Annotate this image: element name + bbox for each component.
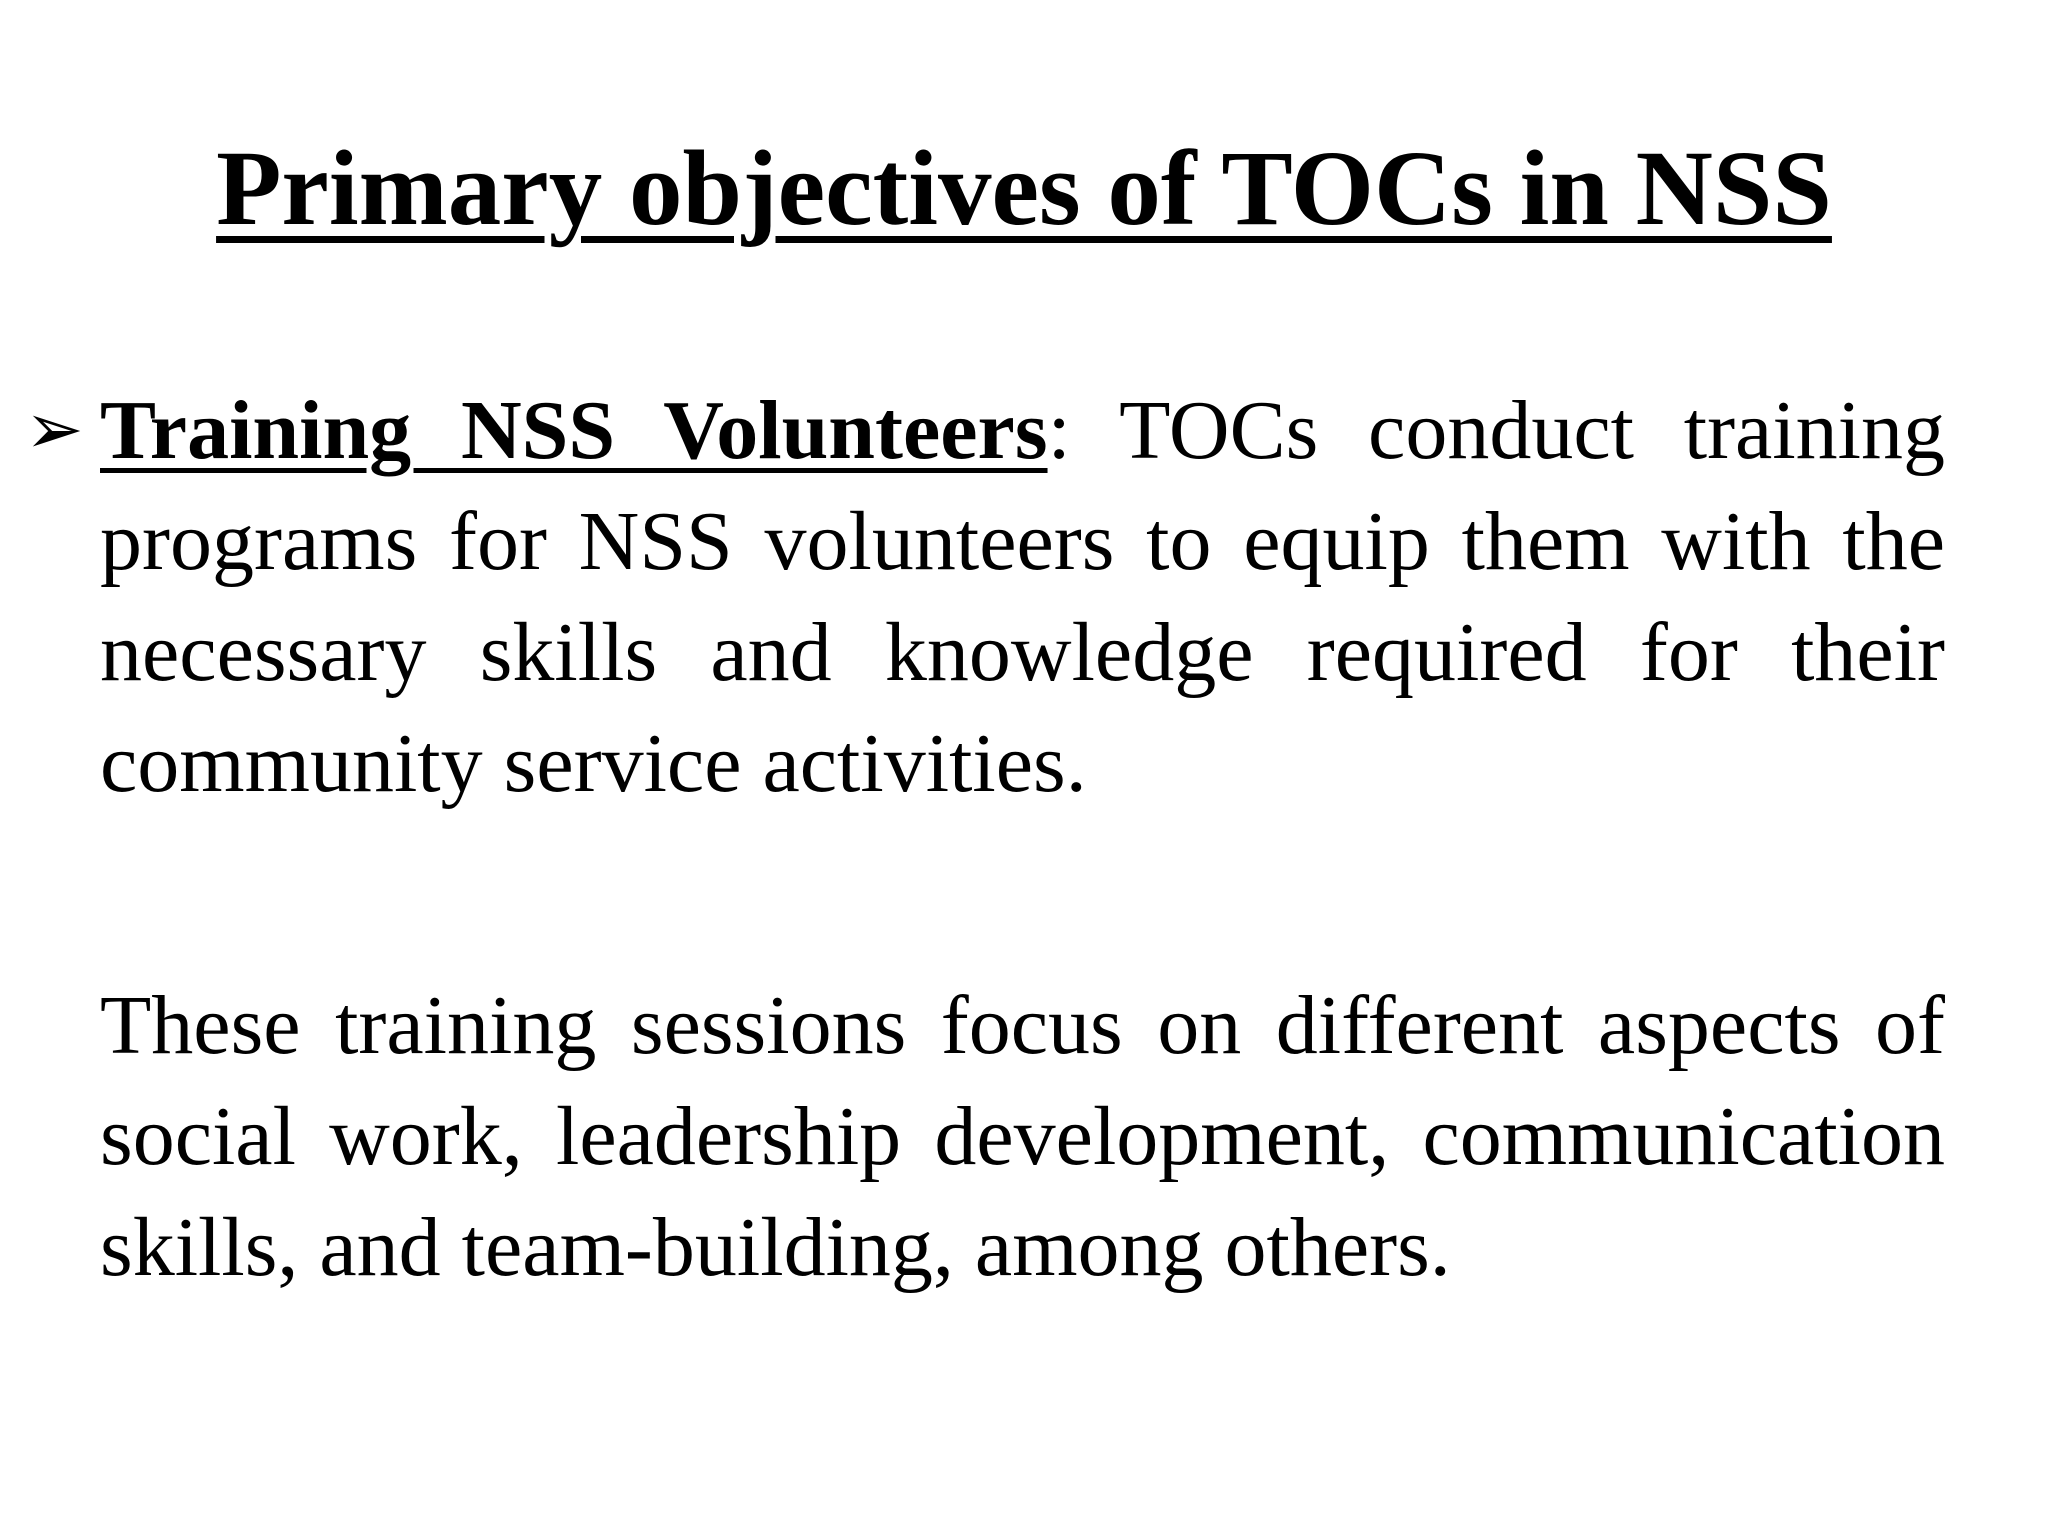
arrow-bullet-icon: ➢ [25, 392, 84, 469]
bullet-text [100, 375, 1945, 819]
body-paragraph-text: These training sessions focus on different aspects of social work, leadership development, communication skills, and team-building, among others. [100, 979, 1945, 1294]
body-paragraph [100, 970, 1945, 1303]
bullet-separator: : [1047, 384, 1071, 477]
bullet-item [25, 375, 1945, 819]
slide-title-text: Primary objectives of TOCs in NSS [216, 130, 1832, 248]
bullet-body: TOCs conduct training programs for NSS volunteers to equip them with the necessary skills and knowledge required for their community service activities. [100, 384, 1945, 810]
slide-title [0, 125, 2048, 253]
bullet-heading: Training NSS Volunteers [100, 384, 1048, 477]
